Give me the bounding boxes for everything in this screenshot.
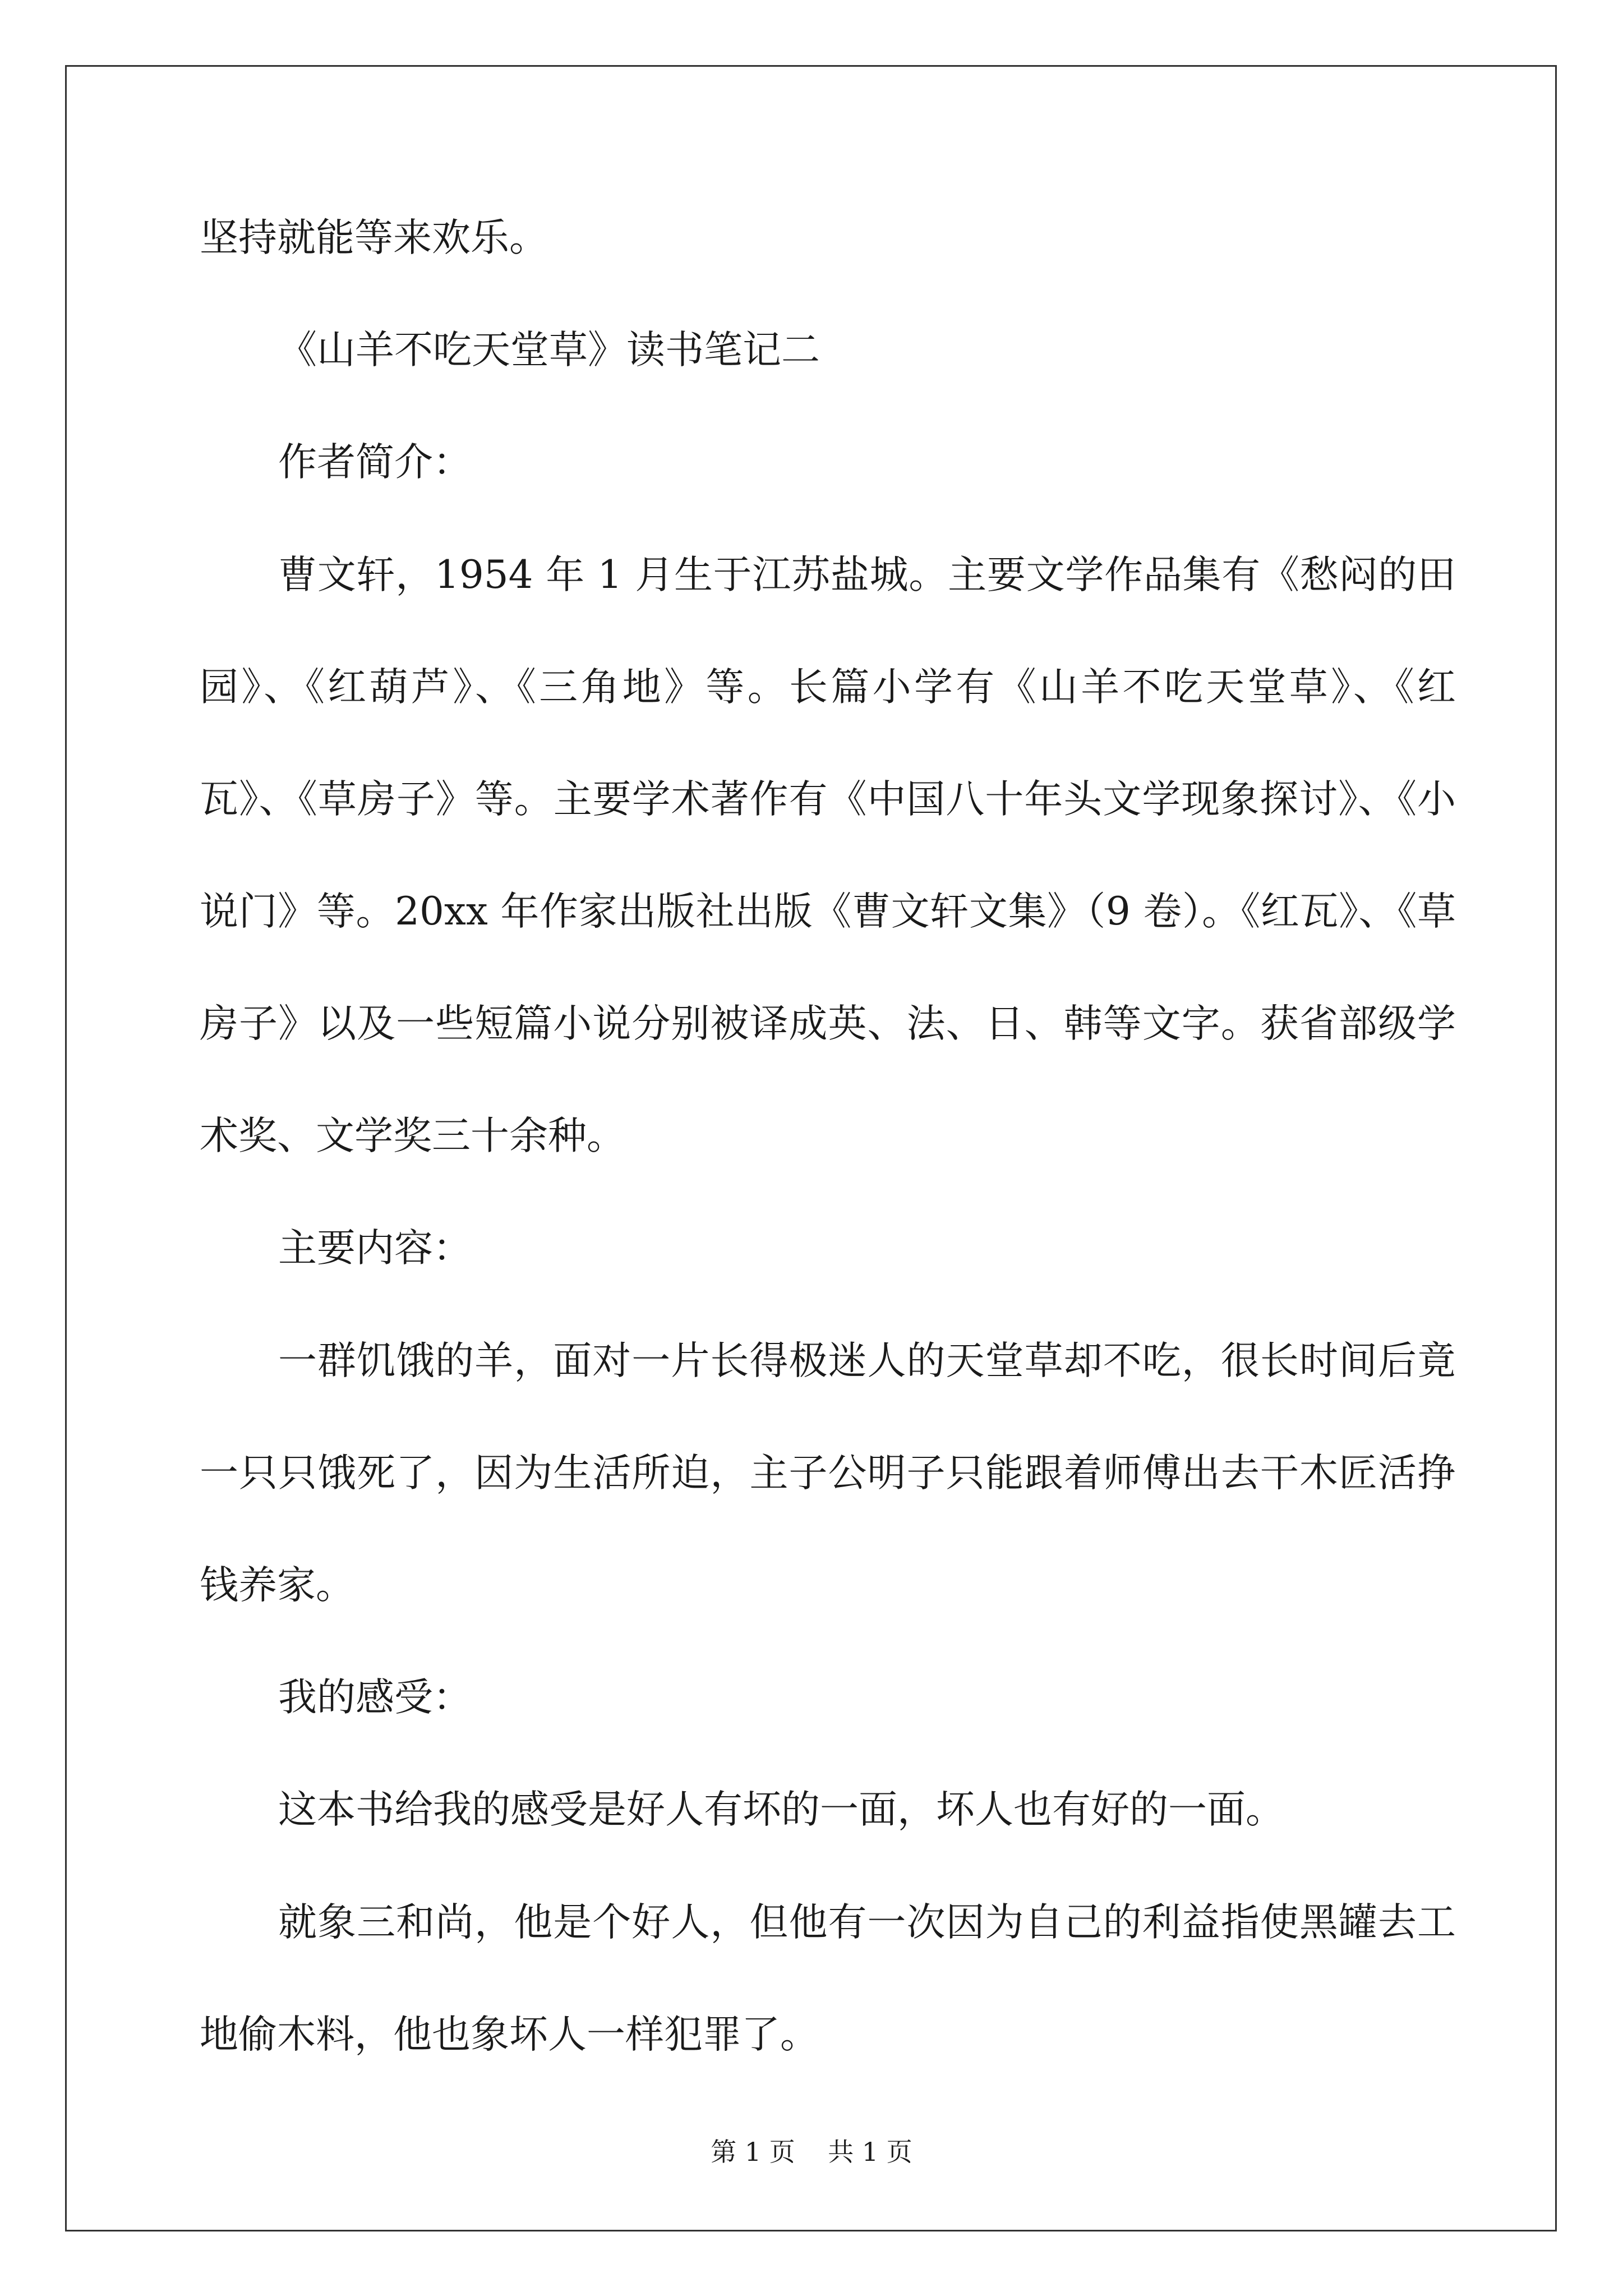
paragraph-1: 坚持就能等来欢乐。 [200,215,548,260]
page-total: 共 1 页 [828,2137,912,2167]
paragraph-title: 《山羊不吃天堂草》读书笔记二 [278,328,820,372]
paragraph-feeling-heading: 我的感受： [278,1675,472,1720]
page-number: 第 1 页 [711,2137,795,2167]
paragraph-author-bio: 曹文轩，1954 年 1 月生于江苏盐城。主要文学作品集有《愁闷的田园》、《红葫芦》、《三角地》等。长篇小学有《山羊不吃天堂草》、《红瓦》、《草房子》等。主要学术著作有《中国八十年头文学现象探讨》、《小说门》等。20xx 年作家出版社出版《曹文轩文集》（9 卷）。《红瓦》、《草房子》以及一些短篇小说分别被译成英、法、日、韩等文字。获省部级学术奖、文学奖三十余种。 [200,553,1456,1158]
paragraph-content: 一群饥饿的羊，面对一片长得极迷人的天堂草却不吃，很长时间后竟一只只饿死了，因为生活所迫，主子公明子只能跟着师傅出去干木匠活挣钱养家。 [200,1338,1456,1608]
document-body [200,214,1456,2123]
paragraph-example: 就象三和尚，他是个好人，但他有一次因为自己的利益指使黑罐去工地偷木料，他也象坏人一样犯罪了。 [200,1900,1456,2057]
paragraph-author-heading: 作者简介： [278,440,472,485]
paragraph-content-heading: 主要内容： [278,1226,472,1271]
page-footer [0,2132,1623,2169]
paragraph-feeling: 这本书给我的感受是好人有坏的一面，坏人也有好的一面。 [278,1787,1284,1832]
